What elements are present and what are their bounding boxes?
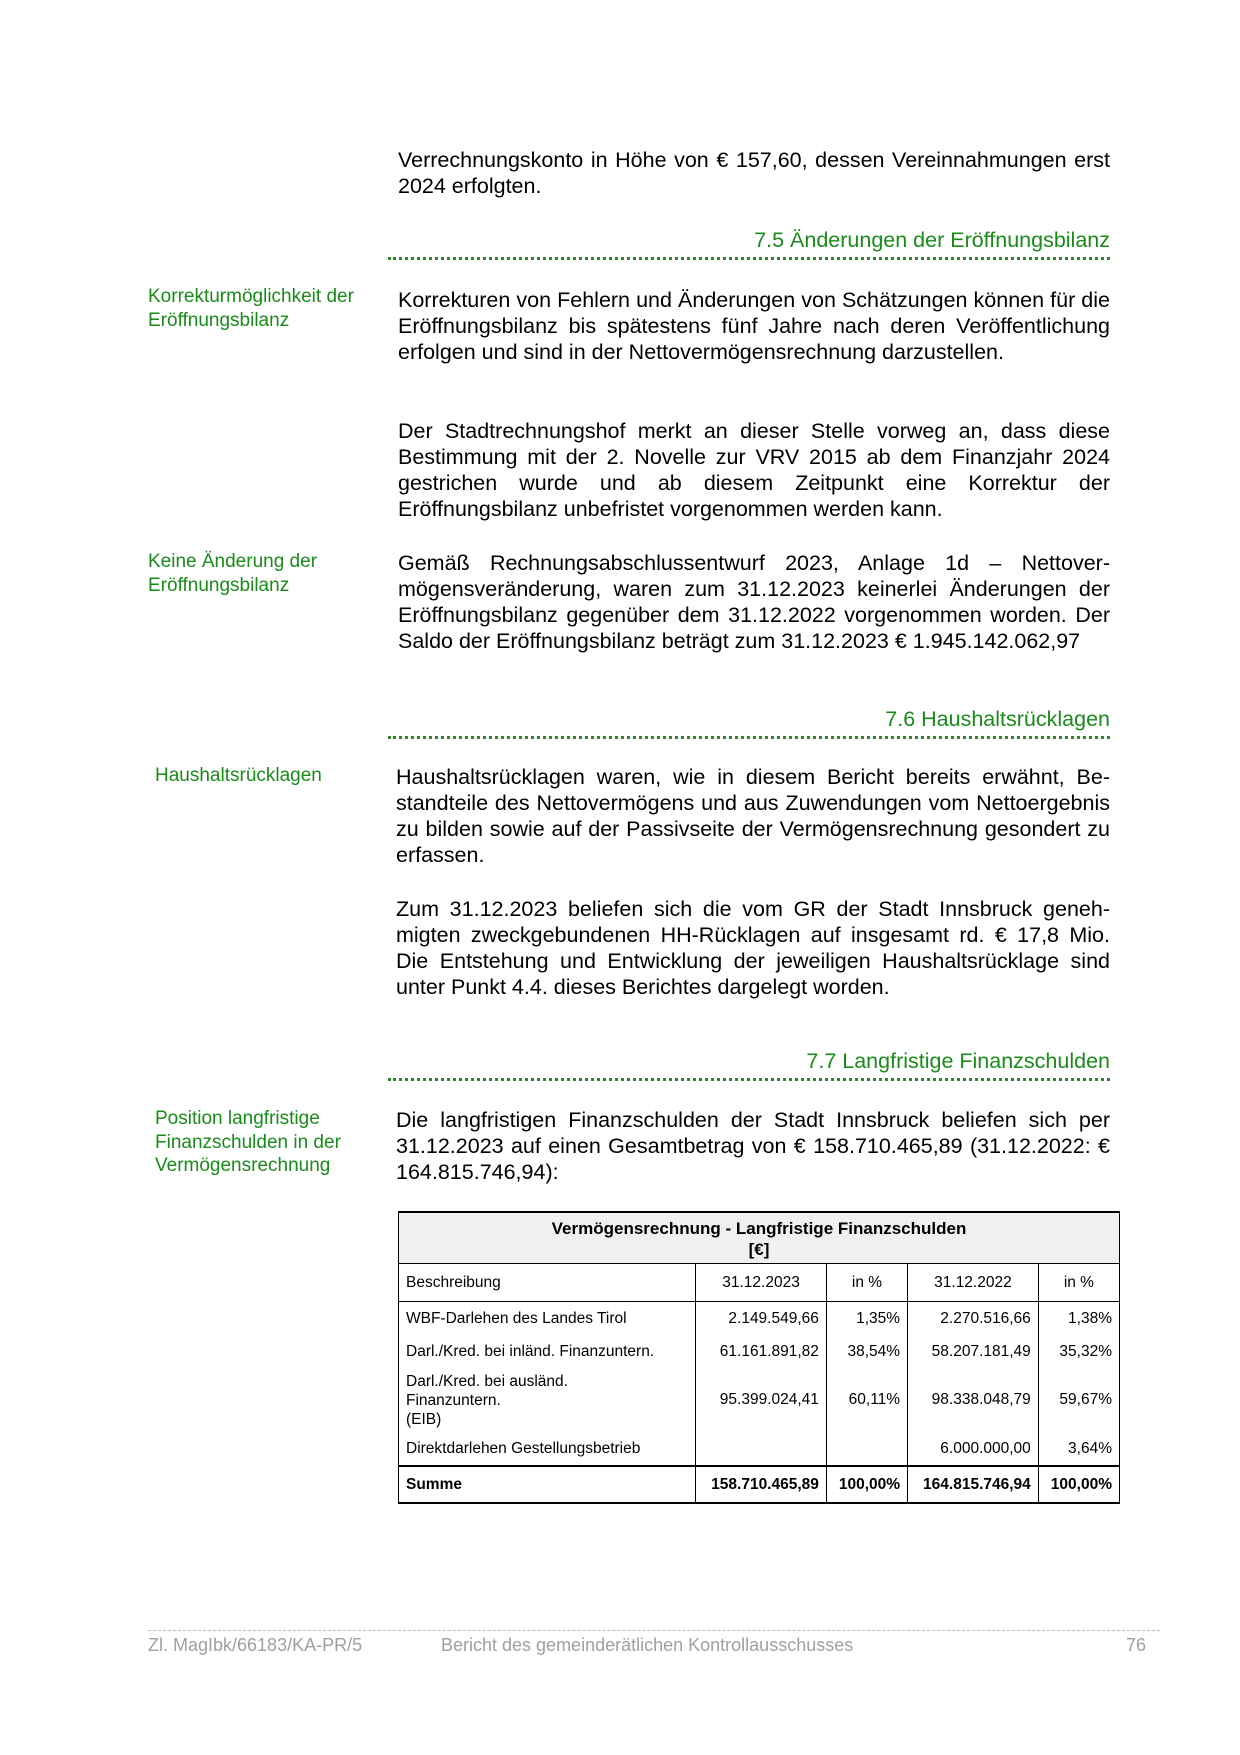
header-beschreibung: Beschreibung — [399, 1264, 696, 1302]
cell-percent: 3,64% — [1038, 1432, 1119, 1466]
paragraph-saldo: Gemäß Rechnungsabschlussentwurf 2023, Anlage 1d – Nettovermögensveränderung, waren zum 31.12.2023 keinerlei Änderungen der Eröffnungsbilanz gegenüber dem 31.12.2022 vorgenommen worden. Der Saldo der Eröffnungsbilanz beträgt zum 31.12.2023 € 1.945.142.062,97 — [398, 551, 1110, 653]
table-title — [399, 1212, 1120, 1264]
paragraph-haushaltsruecklagen: Haushaltsrücklagen waren, wie in diesem Bericht bereits erwähnt, Bestandteile des Nettovermögens und aus Zuwendungen vom Nettoergebnis zu bilden sowie auf der Passivseite der Vermögensrechnung gesondert zu erfassen. — [396, 765, 1110, 867]
margin-note-haushaltsruecklagen: Haushaltsrücklagen — [155, 765, 322, 786]
cell-value: 2.270.516,66 — [908, 1302, 1039, 1336]
cell-description: Direktdarlehen Gestellungsbetrieb — [399, 1432, 696, 1466]
table-unit: [€] — [748, 1240, 770, 1259]
cell-sum-percent: 100,00% — [826, 1466, 907, 1503]
footer-reference: Zl. MagIbk/66183/KA-PR/5 — [148, 1635, 363, 1655]
margin-note-korrektur: Korrekturmöglichkeit der Eröffnungsbilanz — [148, 286, 354, 331]
cell-description: Darl./Kred. bei inländ. Finanzuntern. — [399, 1335, 696, 1368]
margin-note-finanzschulden: Position langfristige Finanzschulden in der Vermögensrechnung — [155, 1108, 341, 1176]
cell-value: 95.399.024,41 — [696, 1368, 827, 1432]
finanzschulden-table — [398, 1211, 1120, 1504]
cell-sum-percent: 100,00% — [1038, 1466, 1119, 1503]
cell-sum-value: 164.815.746,94 — [908, 1466, 1039, 1503]
cell-description: Darl./Kred. bei ausländ. Finanzuntern. (EIB) — [399, 1368, 696, 1432]
table-row — [399, 1432, 1120, 1466]
cell-percent — [826, 1432, 907, 1466]
section-heading-7-7: 7.7 Langfristige Finanzschulden — [806, 1049, 1110, 1073]
header-percent-2022: in % — [1038, 1264, 1119, 1302]
cell-value — [696, 1432, 827, 1466]
paragraph-korrektur: Korrekturen von Fehlern und Änderungen von Schätzungen können für die Eröffnungsbilanz bis spätestens fünf Jahre nach deren Veröffentlichung erfolgen und sind in der Nettovermögensrechnung darzustellen. — [398, 288, 1110, 364]
table-row — [399, 1335, 1120, 1368]
cell-percent: 59,67% — [1038, 1368, 1119, 1432]
cell-sum-value: 158.710.465,89 — [696, 1466, 827, 1503]
section-divider — [388, 257, 1110, 260]
cell-percent: 38,54% — [826, 1335, 907, 1368]
paragraph-finanzschulden: Die langfristigen Finanzschulden der Stadt Innsbruck beliefen sich per 31.12.2023 auf einen Gesamtbetrag von € 158.710.465,89 (31.12.2022: € 164.815.746,94): — [396, 1108, 1110, 1184]
section-heading-7-5: 7.5 Änderungen der Eröffnungsbilanz — [754, 228, 1110, 252]
cell-description: WBF-Darlehen des Landes Tirol — [399, 1302, 696, 1336]
paragraph-stadtrechnungshof: Der Stadtrechnungshof merkt an dieser Stelle vorweg an, dass diese Bestimmung mit der 2. Novelle zur VRV 2015 ab dem Finanzjahr 2024 gestrichen wurde und ab diesem Zeitpunkt eine Korrektur der Eröffnungsbilanz unbefristet vorgenommen werden kann. — [398, 419, 1110, 521]
cell-percent: 1,35% — [826, 1302, 907, 1336]
section-divider — [388, 736, 1110, 739]
section-heading-7-6: 7.6 Haushaltsrücklagen — [885, 707, 1110, 731]
footer-divider — [148, 1630, 1160, 1631]
cell-value: 58.207.181,49 — [908, 1335, 1039, 1368]
cell-value: 6.000.000,00 — [908, 1432, 1039, 1466]
margin-note-keine-aenderung: Keine Änderung der Eröffnungsbilanz — [148, 551, 318, 596]
cell-percent: 60,11% — [826, 1368, 907, 1432]
cell-value: 61.161.891,82 — [696, 1335, 827, 1368]
intro-paragraph: Verrechnungskonto in Höhe von € 157,60, dessen Vereinnahmungen erst 2024 erfolgten. — [398, 148, 1110, 198]
table-row — [399, 1302, 1120, 1336]
cell-sum-label: Summe — [399, 1466, 696, 1503]
cell-value: 98.338.048,79 — [908, 1368, 1039, 1432]
table-row — [399, 1368, 1120, 1432]
table-sum-row — [399, 1466, 1120, 1503]
page-number: 76 — [1126, 1635, 1147, 1655]
paragraph-hh-ruecklagen-betrag: Zum 31.12.2023 beliefen sich die vom GR der Stadt Innsbruck genehmigten zweckgebundenen HH-Rücklagen auf insgesamt rd. € 17,8 Mio. Die Entstehung und Entwicklung der jeweiligen Haushaltsrücklage sind unter Punkt 4.4. dieses Berichtes dargelegt worden. — [396, 897, 1110, 999]
cell-value: 2.149.549,66 — [696, 1302, 827, 1336]
cell-percent: 35,32% — [1038, 1335, 1119, 1368]
header-percent-2023: in % — [826, 1264, 907, 1302]
cell-percent: 1,38% — [1038, 1302, 1119, 1336]
table-header-row — [399, 1264, 1120, 1302]
header-date-2023: 31.12.2023 — [696, 1264, 827, 1302]
header-date-2022: 31.12.2022 — [908, 1264, 1039, 1302]
table-title-text: Vermögensrechnung - Langfristige Finanzschulden — [551, 1219, 967, 1238]
section-divider — [388, 1078, 1110, 1081]
footer-title: Bericht des gemeinderätlichen Kontrollausschusses — [441, 1635, 854, 1655]
table-title-row — [399, 1212, 1120, 1264]
